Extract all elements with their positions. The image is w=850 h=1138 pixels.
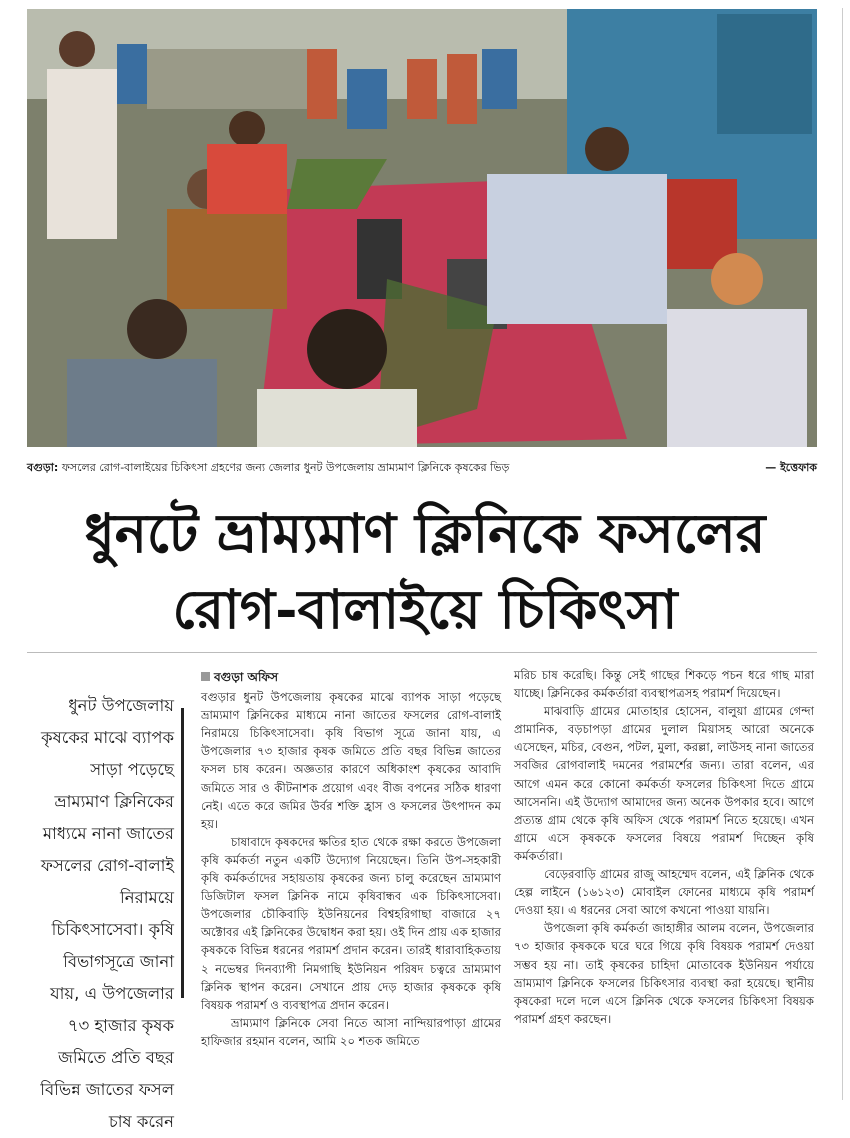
headline-line-2: রোগ-বালাইয়ে চিকিৎসা bbox=[172, 577, 678, 641]
divider bbox=[27, 652, 817, 653]
paragraph: মাঝবাড়ি গ্রামের মোতাহার হোসেন, বালুয়া গ্রামের গেন্দা প্রামানিক, বড়চাপড়া গ্রামের দুলাল মিয়াসহ আরো অনেকে এসেছেন, মচির, বেগুন, পটল, মুলা, করল্লা, লাউসহ নানা জাতের সবজির রোগবালাই দমনের পরামর্শের জন্য। তারা বলেন, এর আগে এমন করে কোনো কর্মকর্তা ফসলের চিকিৎসা দিতে গ্রামে আসেননি। এই উদ্যোগ আমাদের জন্য অনেক উপকার হবে। আগে প্রত্যন্ত গ্রাম থেকে কৃষি অফিস থেকে পরামর্শ নিতে হয়েছে। এখন গ্রামে এসে কৃষককে ফসলের বিষয়ে পরামর্শ দিচ্ছেন কৃষি কর্মকর্তারা। bbox=[514, 704, 814, 863]
photo-caption bbox=[27, 459, 817, 478]
paragraph: বেড়েরবাড়ি গ্রামের রাজু আহম্মেদ বলেন, এই ক্লিনিক থেকে হেল্প লাইনে (১৬১২৩) মোবাইল ফোনের মাধ্যমে কৃষি পরামর্শ দেওয়া হয়। এ ধরনের সেবা আগে কখনো পাওয়া যায়নি। bbox=[514, 867, 814, 918]
headline bbox=[20, 495, 830, 647]
byline-text: বগুড়া অফিস bbox=[214, 670, 279, 684]
article-column-2 bbox=[514, 666, 814, 1028]
photo-credit: — ইত্তেফাক bbox=[765, 461, 817, 474]
pull-quote-bar bbox=[181, 708, 184, 998]
news-photo bbox=[27, 9, 817, 447]
paragraph: ভ্রাম্যমাণ ক্লিনিকে সেবা নিতে আসা নান্দিয়ারপাড়া গ্রামের হাফিজার রহমান বলেন, আমি ২০ শতক জমিতে bbox=[201, 1015, 501, 1048]
square-bullet-icon bbox=[201, 672, 210, 681]
paragraph: চাষাবাদে কৃষকদের ক্ষতির হাত থেকে রক্ষা করতে উপজেলা কৃষি কর্মকর্তা নতুন একটি উদ্যোগ নিয়েছেন। তিনি উপ-সহকারী কৃষি কর্মকর্তাদের সহায়তায় কৃষকের জন্য চালু করেছেন ভ্রাম্যমাণ ডিজিটাল ফসল ক্লিনিক নামে কৃষিবান্ধব এক চিকিৎসাসেবা। উপজেলার চৌকিবাড়ি ইউনিয়নের বিশ্বহরিগাছা বাজারে ২৭ অক্টোবর এই ক্লিনিকের উদ্বোধন করা হয়। ওই দিন প্রায় এক হাজার কৃষককে বিভিন্ন ধরনের পরামর্শ প্রদান করেন। তারই ধারাবাহিকতায় ২ নভেম্বর দিনব্যাপী নিমগাছি ইউনিয়ন পরিষদ চত্বরে ভ্রাম্যমাণ ক্লিনিক স্থাপন করেন। সেখানে প্রায় দেড় হাজার কৃষককে কৃষি বিষয়ক পরামর্শ ও ব্যবস্থাপত্র প্রদান করেন। bbox=[201, 834, 501, 1012]
pull-quote: ধুনট উপজেলায় কৃষকের মাঝে ব্যাপক সাড়া পড়েছে ভ্রাম্যমাণ ক্লিনিকের মাধ্যমে নানা জাতের ফসলের রোগ-বালাই নিরাময়ে চিকিৎসাসেবা। কৃষি বিভাগসূত্রে জানা যায়, এ উপজেলার ৭৩ হাজার কৃষক জমিতে প্রতি বছর বিভিন্ন জাতের ফসল চাষ করেন bbox=[40, 696, 174, 1131]
article-column-1 bbox=[201, 668, 501, 1050]
paragraph: মরিচ চাষ করেছি। কিন্তু সেই গাছের শিকড়ে পচন ধরে গাছ মারা যাচ্ছে। ক্লিনিকের কর্মকর্তারা ব্যবস্থাপত্রসহ পরামর্শ দিয়েছেন। bbox=[514, 668, 814, 701]
paragraph: বগুড়ার ধুনট উপজেলায় কৃষকের মাঝে ব্যাপক সাড়া পড়েছে ভ্রাম্যমাণ ক্লিনিকের মাধ্যমে নানা জাতের ফসলের রোগ-বালাই নিরাময়ে চিকিৎসাসেবা। কৃষি বিভাগ সূত্রে জানা যায়, এ উপজেলার ৭৩ হাজার কৃষক জমিতে প্রতি বছর বিভিন্ন জাতের ফসল চাষ করেন। অজ্ঞতার কারণে অধিকাংশ কৃষকের আবাদি জমিতে সার ও কীটনাশক প্রয়োগ এবং বীজ বপনের সঠিক ধারণা নেই। এতে করে জমির উর্বর শক্তি হ্রাস ও ফসলের উৎপাদন কম হয়। bbox=[201, 690, 501, 831]
caption-text: ফসলের রোগ-বালাইয়ের চিকিৎসা গ্রহণের জন্য জেলার ধুনট উপজেলায় ভ্রাম্যমাণ ক্লিনিকে কৃষকের ভিড় bbox=[61, 461, 510, 474]
headline-line-1: ধুনটে ভ্রাম্যমাণ ক্লিনিকে ফসলের bbox=[84, 501, 766, 565]
caption-place: বগুড়া: bbox=[27, 461, 59, 474]
paragraph: উপজেলা কৃষি কর্মকর্তা জাহাঙ্গীর আলম বলেন, উপজেলার ৭৩ হাজার কৃষককে ঘরে ঘরে গিয়ে কৃষি বিষয়ক পরামর্শ দেওয়া সম্ভব হয় না। তাই কৃষকের চাহিদা মোতাবেক ইউনিয়ন পর্যায়ে ভ্রাম্যমাণ ক্লিনিকে ফসলের চিকিৎসার ব্যবস্থা করা হয়েছে। স্থানীয় কৃষকেরা দলে দলে এসে ক্লিনিক থেকে ফসলের চিকিৎসা বিষয়ক পরামর্শ গ্রহণ করছেন। bbox=[514, 921, 814, 1026]
photo-farmers-clinic bbox=[27, 9, 817, 447]
byline bbox=[201, 668, 501, 686]
